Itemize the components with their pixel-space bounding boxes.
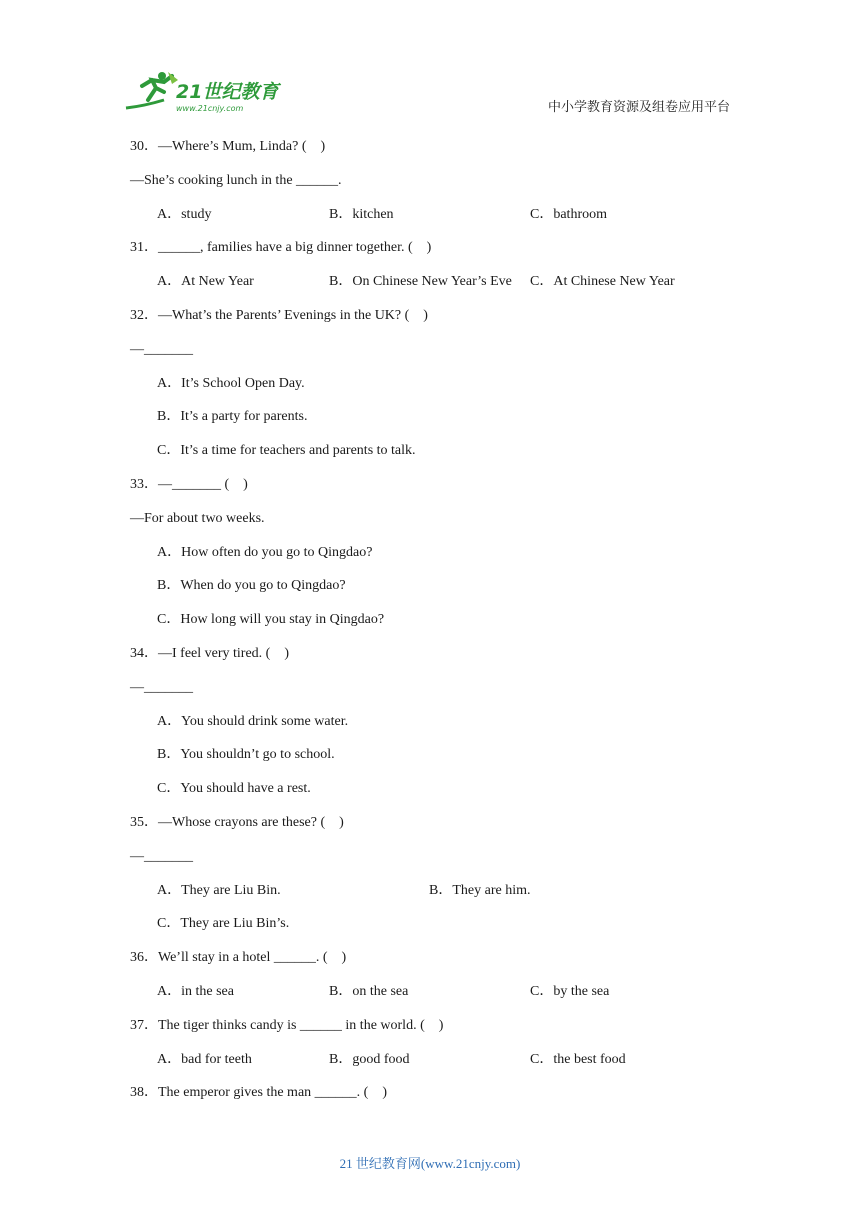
logo-url: www.21cnjy.com (176, 104, 244, 113)
option-line: C．You should have a rest. (157, 781, 311, 797)
question-line: 36．We’ll stay in a hotel ______. ( ) (130, 950, 347, 966)
option-line: B．When do you go to Qingdao? (157, 578, 346, 594)
options-row (130, 880, 770, 914)
answer-option: A．bad for teeth (157, 1051, 252, 1067)
option-line: A．You should drink some water. (157, 713, 349, 729)
option-line: A．It’s School Open Day. (157, 375, 305, 391)
option-line: B．You shouldn’t go to school. (157, 747, 335, 763)
option-line: C．They are Liu Bin’s. (157, 916, 290, 932)
options-row (130, 1049, 770, 1083)
question-line: 38．The emperor gives the man ______. ( ) (130, 1085, 387, 1101)
site-logo (124, 70, 294, 116)
footer-link[interactable]: 21 世纪教育网(www.21cnjy.com) (339, 1156, 521, 1171)
logo-text: 21世纪教育 (176, 81, 279, 103)
answer-option: B．They are him. (429, 882, 531, 898)
question-line: —For about two weeks. (130, 510, 265, 526)
answer-option: B．kitchen (329, 206, 394, 222)
header-platform-text: 中小学教育资源及组卷应用平台 (547, 99, 730, 114)
question-line: 31．______, families have a big dinner together. ( ) (130, 240, 432, 256)
options-row (130, 271, 770, 305)
question-line: 35．—Whose crayons are these? ( ) (130, 814, 344, 830)
option-line: C．How long will you stay in Qingdao? (157, 612, 385, 628)
answer-option: A．study (157, 206, 212, 222)
question-line: —She’s cooking lunch in the ______. (130, 172, 342, 188)
answer-option: B．on the sea (329, 983, 409, 999)
options-row (130, 981, 770, 1015)
answer-option: B．On Chinese New Year’s Eve (329, 274, 512, 290)
question-list (130, 136, 770, 1116)
answer-option: C．the best food (530, 1051, 626, 1067)
question-line: 37．The tiger thinks candy is ______ in the world. ( ) (130, 1017, 444, 1033)
answer-option: C．At Chinese New Year (530, 274, 675, 290)
option-line: C．It’s a time for teachers and parents to talk. (157, 443, 416, 459)
answer-option: A．At New Year (157, 274, 254, 290)
answer-option: A．in the sea (157, 983, 234, 999)
option-line: B．It’s a party for parents. (157, 409, 308, 425)
question-line: —_______ (130, 848, 193, 864)
question-line: 30．—Where’s Mum, Linda? ( ) (130, 139, 326, 154)
question-line: 33．—_______ ( ) (130, 476, 248, 492)
question-line: —_______ (130, 341, 193, 357)
question-line: 34．—I feel very tired. ( ) (130, 645, 289, 661)
options-row (130, 204, 770, 238)
answer-option: B．good food (329, 1051, 410, 1067)
question-line: —_______ (130, 679, 193, 695)
question-line: 32．—What’s the Parents’ Evenings in the UK? ( ) (130, 307, 428, 323)
option-line: A．How often do you go to Qingdao? (157, 544, 373, 560)
answer-option: C．by the sea (530, 983, 610, 999)
answer-option: C．bathroom (530, 206, 607, 222)
logo-graphic (124, 70, 294, 116)
answer-option: A．They are Liu Bin. (157, 882, 281, 898)
